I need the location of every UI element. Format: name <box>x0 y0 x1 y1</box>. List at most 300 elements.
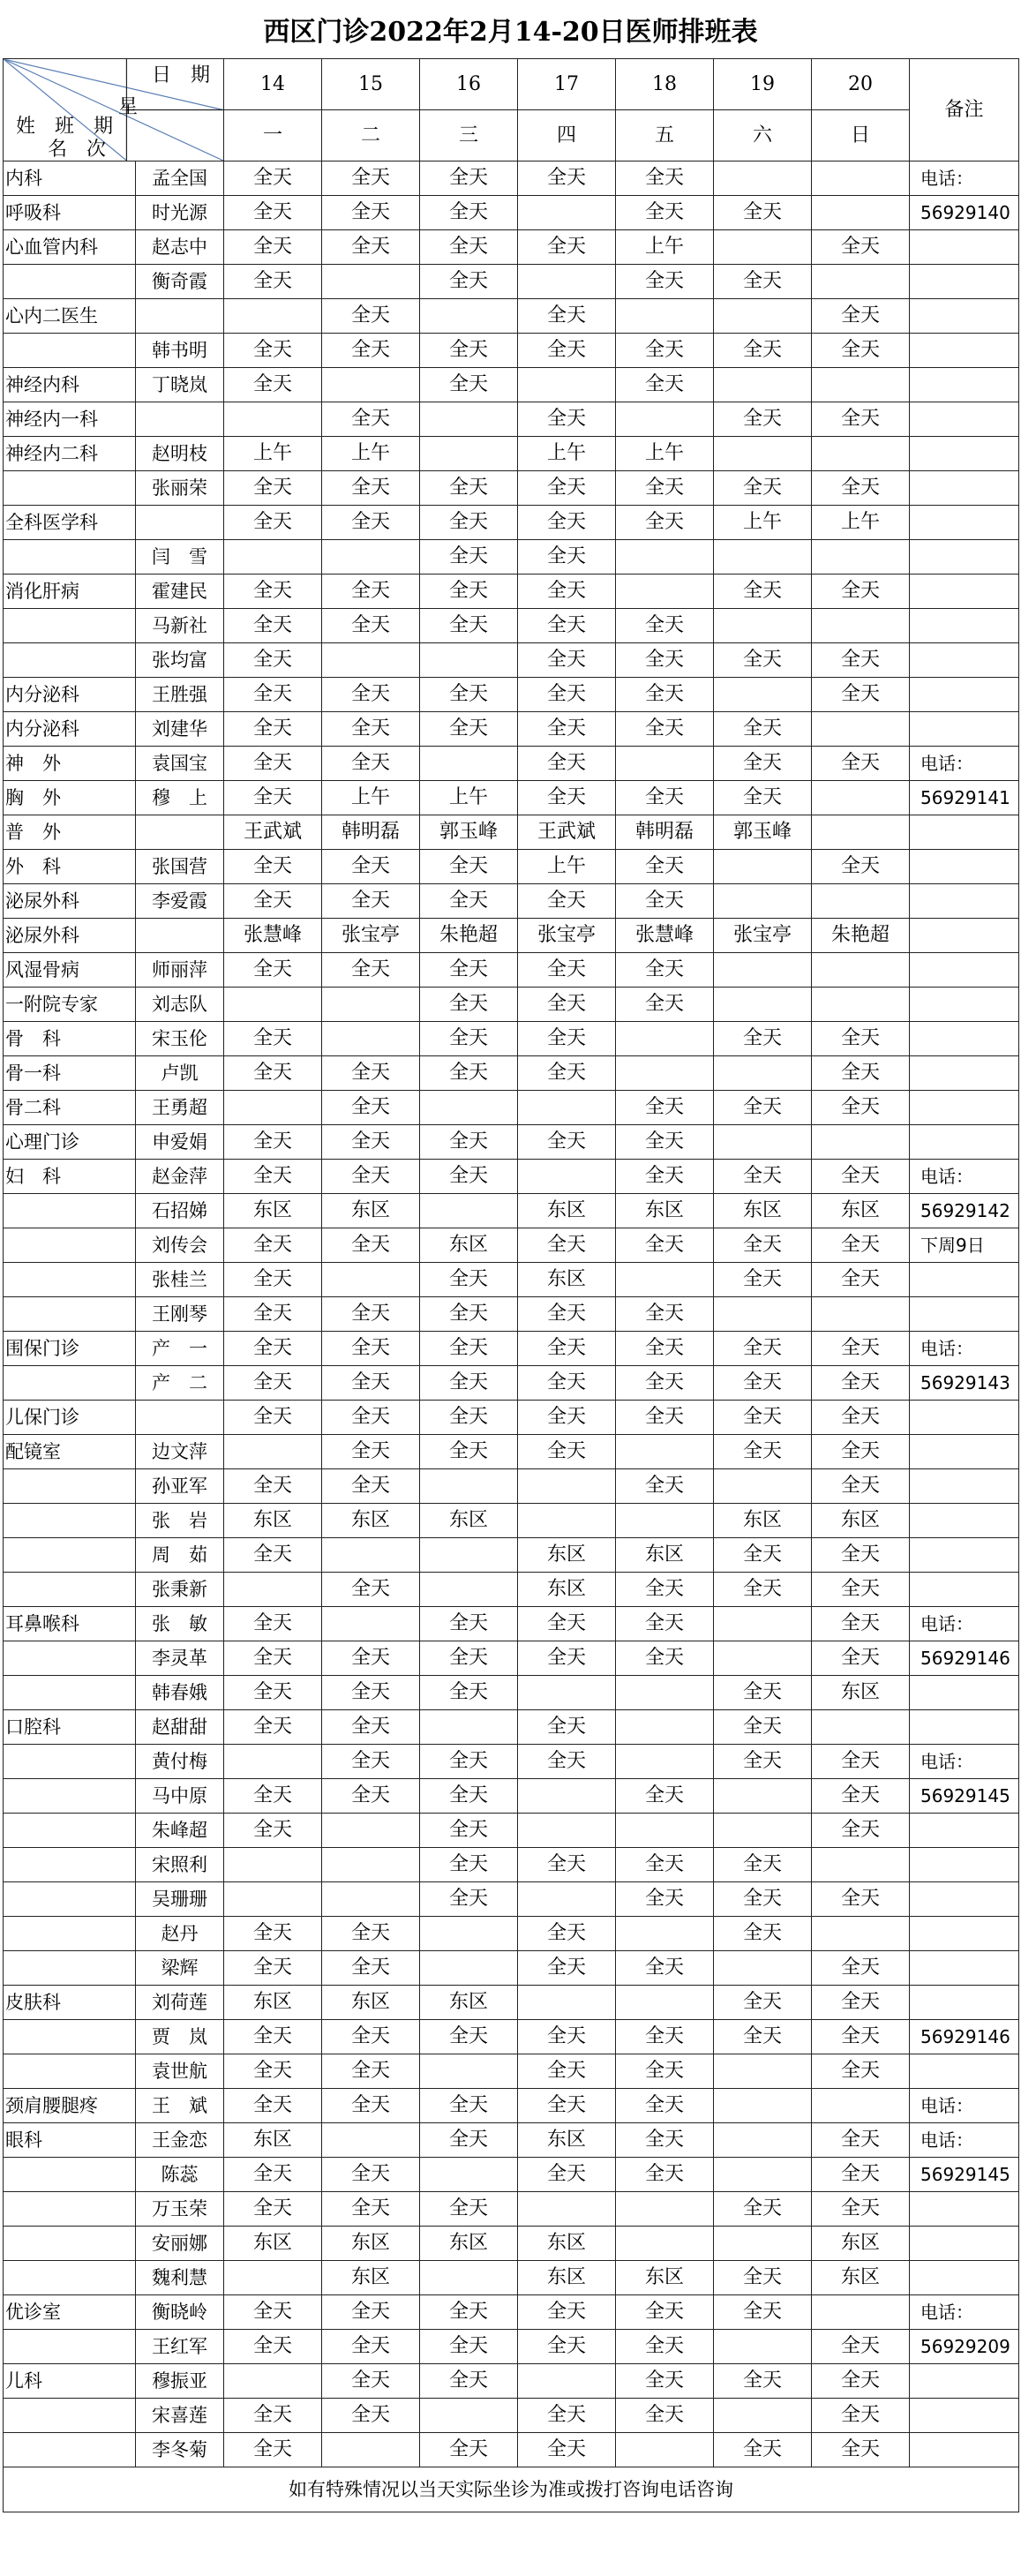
shift-cell <box>322 1814 420 1848</box>
shift-cell <box>714 1125 812 1160</box>
shift-cell <box>616 1435 714 1469</box>
shift-cell <box>518 2192 616 2227</box>
note-cell <box>910 540 1019 575</box>
department-cell: 神经内一科 <box>4 402 136 437</box>
department-cell: 皮肤科 <box>4 1986 136 2020</box>
shift-cell: 全天 <box>714 1710 812 1745</box>
doctor-cell: 穆 上 <box>136 781 224 815</box>
shift-cell: 全天 <box>322 230 420 265</box>
shift-cell: 全天 <box>322 1401 420 1435</box>
department-cell: 骨一科 <box>4 1056 136 1091</box>
note-cell: 56929146 <box>910 1641 1019 1676</box>
note-cell <box>910 815 1019 850</box>
department-cell <box>4 2433 136 2467</box>
shift-cell <box>322 1848 420 1882</box>
shift-cell: 上午 <box>812 506 910 540</box>
table-row <box>4 1814 1019 1848</box>
shift-cell: 全天 <box>714 2433 812 2467</box>
weekday-cell: 日 <box>812 110 910 161</box>
shift-cell <box>812 1125 910 1160</box>
note-cell <box>910 678 1019 712</box>
shift-cell: 全天 <box>518 747 616 781</box>
department-cell <box>4 1366 136 1401</box>
shift-cell <box>714 953 812 988</box>
shift-cell <box>714 1056 812 1091</box>
shift-cell: 全天 <box>322 1951 420 1986</box>
department-cell: 妇 科 <box>4 1160 136 1194</box>
weekday-cell: 二 <box>322 110 420 161</box>
header-corner-cell <box>4 59 224 161</box>
shift-cell: 全天 <box>714 1986 812 2020</box>
shift-cell: 全天 <box>224 1814 322 1848</box>
department-cell <box>4 471 136 506</box>
shift-cell: 全天 <box>224 712 322 747</box>
shift-cell: 全天 <box>616 1091 714 1125</box>
shift-cell: 上午 <box>714 506 812 540</box>
shift-cell <box>518 1469 616 1504</box>
table-row <box>4 1986 1019 2020</box>
shift-cell: 东区 <box>224 2123 322 2158</box>
note-cell <box>910 506 1019 540</box>
doctor-cell: 宋照利 <box>136 1848 224 1882</box>
shift-cell: 全天 <box>420 2364 518 2399</box>
shift-cell: 全天 <box>322 1573 420 1607</box>
shift-cell <box>322 643 420 678</box>
shift-cell: 全天 <box>812 2123 910 2158</box>
shift-cell: 全天 <box>322 609 420 643</box>
shift-cell <box>616 1917 714 1951</box>
doctor-cell: 赵甜甜 <box>136 1710 224 1745</box>
shift-cell: 东区 <box>616 2261 714 2295</box>
department-cell <box>4 609 136 643</box>
shift-cell: 全天 <box>616 2020 714 2054</box>
note-cell <box>910 471 1019 506</box>
shift-cell: 全天 <box>322 506 420 540</box>
shift-cell: 全天 <box>714 1676 812 1710</box>
note-cell <box>910 368 1019 402</box>
shift-cell: 全天 <box>616 2330 714 2364</box>
shift-cell <box>420 1951 518 1986</box>
shift-cell: 全天 <box>616 2364 714 2399</box>
shift-cell <box>322 988 420 1022</box>
shift-cell: 全天 <box>812 1366 910 1401</box>
shift-cell: 全天 <box>420 850 518 884</box>
doctor-cell: 时光源 <box>136 196 224 230</box>
department-cell <box>4 1814 136 1848</box>
note-cell <box>910 1710 1019 1745</box>
shift-cell <box>714 850 812 884</box>
shift-cell <box>322 2433 420 2467</box>
table-row <box>4 678 1019 712</box>
doctor-cell: 赵志中 <box>136 230 224 265</box>
department-cell <box>4 1228 136 1263</box>
shift-cell: 全天 <box>518 1951 616 1986</box>
shift-cell: 全天 <box>420 953 518 988</box>
shift-cell <box>812 609 910 643</box>
shift-cell: 全天 <box>518 540 616 575</box>
shift-cell: 东区 <box>518 2261 616 2295</box>
table-row <box>4 1710 1019 1745</box>
shift-cell <box>616 1022 714 1056</box>
department-cell: 颈肩腰腿疼 <box>4 2089 136 2123</box>
note-cell <box>910 1022 1019 1056</box>
shift-cell: 全天 <box>616 161 714 196</box>
shift-cell: 上午 <box>224 437 322 471</box>
table-row <box>4 1401 1019 1435</box>
shift-cell: 全天 <box>224 1607 322 1641</box>
shift-cell: 全天 <box>322 2399 420 2433</box>
shift-cell <box>518 1676 616 1710</box>
doctor-cell: 霍建民 <box>136 575 224 609</box>
shift-cell <box>518 1986 616 2020</box>
shift-cell: 全天 <box>224 1469 322 1504</box>
table-row <box>4 1125 1019 1160</box>
shift-cell: 全天 <box>322 1710 420 1745</box>
shift-cell: 全天 <box>224 2330 322 2364</box>
table-row <box>4 747 1019 781</box>
note-cell: 电话： <box>910 1332 1019 1366</box>
table-row <box>4 919 1019 953</box>
table-row <box>4 2020 1019 2054</box>
shift-cell: 东区 <box>224 1194 322 1228</box>
shift-cell: 全天 <box>812 2364 910 2399</box>
table-row <box>4 712 1019 747</box>
note-cell <box>910 299 1019 334</box>
shift-cell <box>616 299 714 334</box>
shift-cell: 全天 <box>224 1263 322 1297</box>
shift-cell: 全天 <box>714 747 812 781</box>
shift-cell: 东区 <box>322 1194 420 1228</box>
shift-cell <box>714 299 812 334</box>
shift-cell: 郭玉峰 <box>420 815 518 850</box>
shift-cell: 全天 <box>714 1366 812 1401</box>
shift-cell: 全天 <box>714 575 812 609</box>
shift-cell <box>812 1848 910 1882</box>
shift-cell: 全天 <box>812 402 910 437</box>
table-row <box>4 1882 1019 1917</box>
weekday-cell: 五 <box>616 110 714 161</box>
shift-cell <box>420 437 518 471</box>
shift-cell <box>812 1710 910 1745</box>
shift-cell <box>518 1814 616 1848</box>
shift-cell: 全天 <box>518 609 616 643</box>
table-row <box>4 368 1019 402</box>
shift-cell: 全天 <box>420 1676 518 1710</box>
shift-cell <box>714 1951 812 1986</box>
shift-cell: 全天 <box>616 1366 714 1401</box>
table-row <box>4 1951 1019 1986</box>
table-row <box>4 402 1019 437</box>
department-cell <box>4 2192 136 2227</box>
doctor-cell: 孙亚军 <box>136 1469 224 1504</box>
shift-cell <box>616 2192 714 2227</box>
shift-cell: 东区 <box>518 2227 616 2261</box>
table-row <box>4 2089 1019 2123</box>
department-cell: 一附院专家 <box>4 988 136 1022</box>
shift-cell <box>714 2089 812 2123</box>
note-cell: 56929142 <box>910 1194 1019 1228</box>
shift-cell: 王武斌 <box>224 815 322 850</box>
shift-cell <box>616 747 714 781</box>
shift-cell: 全天 <box>224 2399 322 2433</box>
shift-cell: 东区 <box>518 1263 616 1297</box>
shift-cell <box>322 1538 420 1573</box>
shift-cell: 全天 <box>224 1538 322 1573</box>
shift-cell: 东区 <box>812 1194 910 1228</box>
note-cell <box>910 1504 1019 1538</box>
table-row <box>4 953 1019 988</box>
note-cell <box>910 1401 1019 1435</box>
weekday-cell: 六 <box>714 110 812 161</box>
shift-cell: 全天 <box>420 1263 518 1297</box>
table-row <box>4 884 1019 919</box>
shift-cell <box>224 1848 322 1882</box>
doctor-cell: 张均富 <box>136 643 224 678</box>
shift-cell <box>420 2054 518 2089</box>
shift-cell: 全天 <box>224 2295 322 2330</box>
note-cell <box>910 1125 1019 1160</box>
shift-cell: 全天 <box>322 1332 420 1366</box>
shift-cell: 东区 <box>420 2227 518 2261</box>
shift-cell <box>420 2158 518 2192</box>
shift-cell: 东区 <box>518 1194 616 1228</box>
department-cell: 泌尿外科 <box>4 919 136 953</box>
table-row <box>4 575 1019 609</box>
shift-cell: 全天 <box>518 643 616 678</box>
shift-cell <box>812 1917 910 1951</box>
shift-cell: 全天 <box>420 884 518 919</box>
doctor-cell: 闫 雪 <box>136 540 224 575</box>
shift-cell: 全天 <box>812 2192 910 2227</box>
shift-cell: 全天 <box>420 575 518 609</box>
shift-cell: 全天 <box>616 265 714 299</box>
shift-cell <box>616 1745 714 1779</box>
doctor-cell: 魏利慧 <box>136 2261 224 2295</box>
shift-cell: 全天 <box>518 1125 616 1160</box>
shift-cell: 全天 <box>812 1435 910 1469</box>
shift-cell: 全天 <box>420 1745 518 1779</box>
note-cell: 电话： <box>910 1160 1019 1194</box>
doctor-cell: 吴珊珊 <box>136 1882 224 1917</box>
doctor-cell: 赵金萍 <box>136 1160 224 1194</box>
shift-cell: 全天 <box>420 540 518 575</box>
department-cell: 眼科 <box>4 2123 136 2158</box>
note-cell <box>910 884 1019 919</box>
shift-cell <box>420 1917 518 1951</box>
shift-cell: 全天 <box>714 1573 812 1607</box>
shift-cell: 全天 <box>420 1022 518 1056</box>
note-cell <box>910 1091 1019 1125</box>
shift-cell: 全天 <box>714 1401 812 1435</box>
shift-cell <box>420 299 518 334</box>
shift-cell: 上午 <box>322 437 420 471</box>
note-cell: 56929141 <box>910 781 1019 815</box>
shift-cell: 全天 <box>224 1228 322 1263</box>
note-cell <box>910 2261 1019 2295</box>
shift-cell: 全天 <box>812 1573 910 1607</box>
shift-cell: 全天 <box>224 1297 322 1332</box>
department-cell <box>4 1297 136 1332</box>
weekday-cell: 一 <box>224 110 322 161</box>
table-row <box>4 1435 1019 1469</box>
shift-cell <box>812 815 910 850</box>
table-row <box>4 815 1019 850</box>
shift-cell: 朱艳超 <box>812 919 910 953</box>
shift-cell <box>616 1676 714 1710</box>
shift-cell: 全天 <box>224 953 322 988</box>
shift-cell: 全天 <box>518 506 616 540</box>
department-cell <box>4 2158 136 2192</box>
shift-cell: 全天 <box>714 265 812 299</box>
shift-cell <box>714 884 812 919</box>
shift-cell: 全天 <box>616 1125 714 1160</box>
shift-cell: 全天 <box>812 1228 910 1263</box>
shift-cell: 全天 <box>224 334 322 368</box>
table-row <box>4 1022 1019 1056</box>
shift-cell: 全天 <box>322 953 420 988</box>
shift-cell: 全天 <box>518 2295 616 2330</box>
note-cell: 下周9日 <box>910 1228 1019 1263</box>
department-cell <box>4 1779 136 1814</box>
shift-cell: 全天 <box>714 402 812 437</box>
shift-cell <box>420 2261 518 2295</box>
shift-cell: 全天 <box>224 2054 322 2089</box>
shift-cell: 全天 <box>322 884 420 919</box>
shift-cell: 全天 <box>616 953 714 988</box>
shift-cell: 全天 <box>224 230 322 265</box>
shift-cell: 全天 <box>322 2158 420 2192</box>
shift-cell: 全天 <box>322 1125 420 1160</box>
shift-cell <box>714 2330 812 2364</box>
shift-cell: 全天 <box>812 230 910 265</box>
shift-cell: 全天 <box>322 161 420 196</box>
doctor-cell: 赵明枝 <box>136 437 224 471</box>
table-row <box>4 1573 1019 1607</box>
shift-cell: 全天 <box>616 196 714 230</box>
note-cell: 56929145 <box>910 2158 1019 2192</box>
shift-cell <box>518 1504 616 1538</box>
shift-cell: 全天 <box>224 2089 322 2123</box>
shift-cell: 全天 <box>518 471 616 506</box>
shift-cell: 全天 <box>616 781 714 815</box>
shift-cell: 全天 <box>224 1917 322 1951</box>
shift-cell: 张慧峰 <box>616 919 714 953</box>
shift-cell: 全天 <box>714 2295 812 2330</box>
shift-cell <box>616 1056 714 1091</box>
department-cell: 消化肝病 <box>4 575 136 609</box>
shift-cell: 全天 <box>420 1297 518 1332</box>
note-cell <box>910 2054 1019 2089</box>
shift-cell: 全天 <box>224 471 322 506</box>
shift-cell <box>714 2123 812 2158</box>
shift-cell: 全天 <box>420 1641 518 1676</box>
shift-cell: 全天 <box>812 1986 910 2020</box>
table-row <box>4 2399 1019 2433</box>
shift-cell <box>812 988 910 1022</box>
table-row <box>4 2123 1019 2158</box>
note-cell <box>910 1986 1019 2020</box>
department-cell: 内分泌科 <box>4 678 136 712</box>
shift-cell: 全天 <box>224 1710 322 1745</box>
shift-cell <box>224 2261 322 2295</box>
shift-cell: 全天 <box>224 2192 322 2227</box>
department-cell <box>4 2227 136 2261</box>
shift-cell: 全天 <box>714 1435 812 1469</box>
doctor-cell: 李冬菊 <box>136 2433 224 2467</box>
note-cell <box>910 437 1019 471</box>
shift-cell: 东区 <box>812 2227 910 2261</box>
shift-cell: 东区 <box>714 1194 812 1228</box>
shift-cell: 全天 <box>616 368 714 402</box>
shift-cell: 全天 <box>518 1435 616 1469</box>
shift-cell: 全天 <box>224 884 322 919</box>
shift-cell: 全天 <box>812 1951 910 1986</box>
note-cell <box>910 1814 1019 1848</box>
shift-cell <box>224 299 322 334</box>
table-row <box>4 2364 1019 2399</box>
shift-cell: 全天 <box>322 2295 420 2330</box>
shift-cell: 全天 <box>812 334 910 368</box>
shift-cell: 全天 <box>714 1160 812 1194</box>
doctor-cell: 刘建华 <box>136 712 224 747</box>
shift-cell: 全天 <box>616 1469 714 1504</box>
weekday-cell: 三 <box>420 110 518 161</box>
shift-cell: 全天 <box>224 1332 322 1366</box>
table-row <box>4 230 1019 265</box>
shift-cell: 全天 <box>812 2054 910 2089</box>
shift-cell: 全天 <box>518 2433 616 2467</box>
table-row <box>4 1332 1019 1366</box>
shift-cell: 全天 <box>812 2158 910 2192</box>
shift-cell: 全天 <box>322 471 420 506</box>
shift-cell: 郭玉峰 <box>714 815 812 850</box>
shift-cell: 全天 <box>714 1228 812 1263</box>
shift-cell: 全天 <box>714 196 812 230</box>
doctor-cell <box>136 919 224 953</box>
doctor-cell: 张丽荣 <box>136 471 224 506</box>
shift-cell <box>420 1091 518 1125</box>
doctor-cell: 袁国宝 <box>136 747 224 781</box>
shift-cell: 全天 <box>616 712 714 747</box>
note-header: 备注 <box>910 59 1019 161</box>
note-cell <box>910 230 1019 265</box>
table-row <box>4 2433 1019 2467</box>
table-row <box>4 471 1019 506</box>
doctor-cell: 边文萍 <box>136 1435 224 1469</box>
shift-cell: 全天 <box>420 1848 518 1882</box>
department-cell: 心理门诊 <box>4 1125 136 1160</box>
shift-cell: 全天 <box>518 402 616 437</box>
department-cell: 内科 <box>4 161 136 196</box>
shift-cell: 全天 <box>224 781 322 815</box>
shift-cell: 全天 <box>616 1573 714 1607</box>
shift-cell <box>616 575 714 609</box>
note-cell <box>910 2227 1019 2261</box>
shift-cell: 全天 <box>420 1779 518 1814</box>
shift-cell <box>812 953 910 988</box>
shift-cell: 全天 <box>518 2020 616 2054</box>
shift-cell: 全天 <box>224 1676 322 1710</box>
shift-cell: 全天 <box>812 1056 910 1091</box>
shift-cell: 全天 <box>812 643 910 678</box>
shift-cell: 全天 <box>616 471 714 506</box>
doctor-cell: 安丽娜 <box>136 2227 224 2261</box>
shift-cell: 全天 <box>322 402 420 437</box>
shift-cell: 全天 <box>518 678 616 712</box>
shift-cell: 全天 <box>714 712 812 747</box>
shift-cell: 东区 <box>616 1538 714 1573</box>
doctor-cell: 孟全国 <box>136 161 224 196</box>
